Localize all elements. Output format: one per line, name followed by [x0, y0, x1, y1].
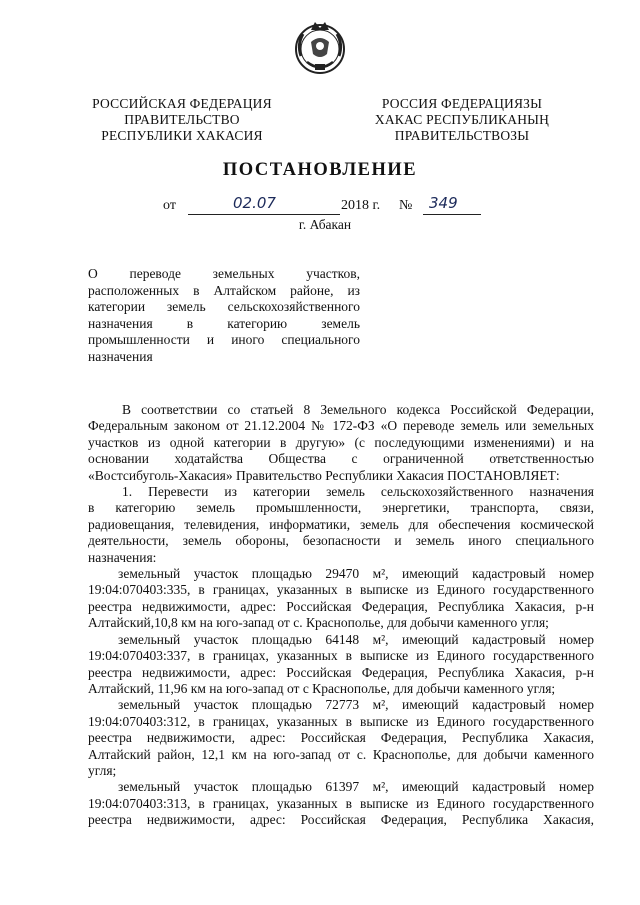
body-line: 1. Перевести из категории земель сельскохозяйственного назначения	[122, 484, 594, 500]
subject-line: назначения	[88, 348, 153, 364]
hakasia-coat-of-arms-icon	[289, 16, 351, 78]
document-title: ПОСТАНОВЛЕНИЕ	[222, 160, 418, 180]
body-line: Федеральным законом от 21.12.2004 № 172-ФЗ «О переводе земель или земельных	[88, 418, 594, 434]
date-underline	[188, 214, 340, 215]
body-line: реестра недвижимости, адрес: Российская Федерация, Республика Хакасия,	[88, 812, 594, 828]
subject-block	[88, 266, 360, 365]
body-line: участков из одной категории в другую» (с последующими изменениями) и на	[88, 434, 594, 450]
body-line: В соответствии со статьей 8 Земельного кодекса Российской Федерации,	[122, 402, 594, 417]
subject-line: промышленности и иного специального	[88, 332, 360, 347]
subject-line: О переводе земельных участков,	[88, 266, 360, 281]
body-line: реестра недвижимости, адрес: Российская Федерация, Республика Хакасия, р-н	[88, 598, 594, 614]
body-line: деятельности, земель обороны, безопасности и земель иного специального	[88, 533, 594, 549]
body-line: угля;	[88, 762, 117, 778]
body-line: земельный участок площадью 61397 м², имеющий кадастровый номер	[118, 779, 594, 795]
body-line: Алтайский,10,8 км на юго-запад от с. Краснополье, для добычи каменного угля;	[88, 615, 549, 631]
header-right-line: ПРАВИТЕЛЬСТВОЗЫ	[394, 128, 530, 143]
body-line: 19:04:070403:337, в границах, указанных в выписке из Единого государственного	[88, 648, 594, 664]
date-line	[163, 194, 493, 218]
header-right-line: ХАКАС РЕСПУБЛИКАНЫҢ	[374, 112, 550, 127]
body-line: основании ходатайства Общества с ограниченной ответственностью	[88, 451, 594, 467]
subject-line: расположенных в Алтайском районе, из	[88, 282, 360, 298]
date-from-label: от	[163, 198, 176, 213]
number-underline	[423, 214, 481, 215]
body-line: в категорию земель промышленности, энергетики, транспорта, связи,	[88, 500, 594, 516]
number-label: №	[399, 198, 413, 213]
date-year: 2018 г.	[341, 198, 381, 213]
body-line: 19:04:070403:312, в границах, указанных в выписке из Единого государственного	[88, 713, 594, 729]
header-left-line: РЕСПУБЛИКИ ХАКАСИЯ	[101, 128, 263, 143]
body-line: Алтайский район, 12,1 км на юго-запад от с. Краснополье, для добычи каменного	[88, 746, 594, 762]
subject-line: назначения в категорию земель	[88, 315, 360, 331]
subject-line: категории земель сельскохозяйственного	[88, 299, 360, 314]
header-left-line: ПРАВИТЕЛЬСТВО	[124, 112, 240, 127]
body-line: земельный участок площадью 64148 м², имеющий кадастровый номер	[118, 631, 594, 647]
body-line: реестра недвижимости, адрес: Российская Федерация, Республика Хакасия, р-н	[88, 664, 594, 680]
handwritten-number: 349	[429, 194, 458, 212]
body-line: 19:04:070403:335, в границах, указанных в выписке из Единого государственного	[88, 582, 594, 598]
body-line: «Востсибуголь-Хакасия» Правительство Республики Хакасия ПОСТАНОВЛЯЕТ:	[88, 467, 560, 483]
handwritten-date: 02.07	[233, 194, 276, 212]
body-text	[88, 402, 594, 829]
city-line: г. Абакан	[298, 217, 352, 232]
header-right-line: РОССИЯ ФЕДЕРАЦИЯЗЫ	[381, 96, 543, 111]
body-line: назначения:	[88, 549, 157, 565]
body-line: Алтайский, 11,96 км на юго-запад от с Краснополье, для добычи каменного угля;	[88, 680, 556, 696]
body-line: 19:04:070403:313, в границах, указанных в выписке из Единого государственного	[88, 795, 594, 811]
body-line: реестра недвижимости, адрес: Российская Федерация, Республика Хакасия,	[88, 730, 594, 746]
body-line: земельный участок площадью 72773 м², имеющий кадастровый номер	[118, 697, 594, 713]
header-left	[82, 96, 282, 144]
body-line: радиовещания, телевидения, информатики, земель для обеспечения космической	[88, 516, 594, 532]
header-left-line: РОССИЙСКАЯ ФЕДЕРАЦИЯ	[92, 96, 272, 111]
header-right	[362, 96, 562, 144]
body-line: земельный участок площадью 29470 м², имеющий кадастровый номер	[118, 566, 594, 582]
